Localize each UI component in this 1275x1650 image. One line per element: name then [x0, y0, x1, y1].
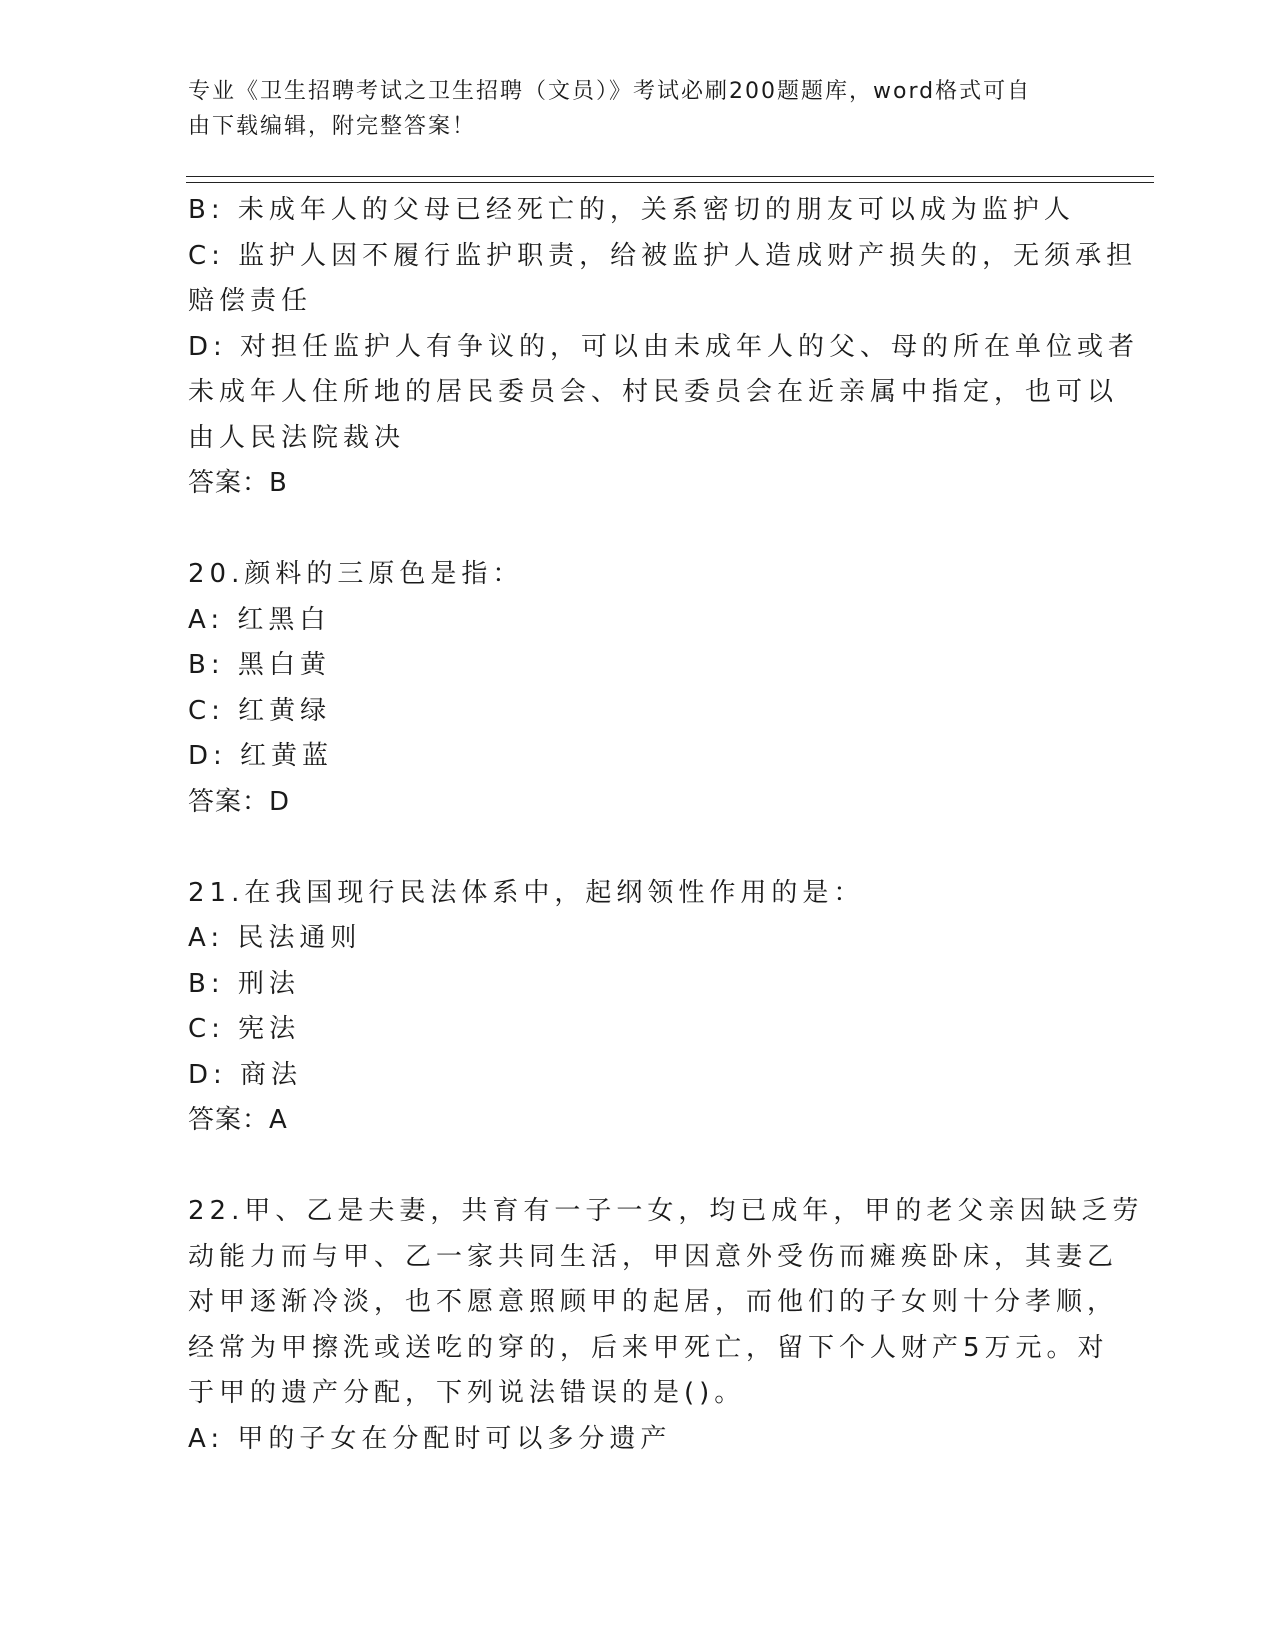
header-line-2: 由下载编辑，附完整答案！ — [188, 114, 477, 139]
page-header — [188, 74, 1068, 144]
question-21 — [188, 871, 1088, 1144]
question-19-continued — [188, 188, 1140, 507]
question-stem-continued: 动能力而与甲、乙一家共同生活，甲因意外受伤而瘫痪卧床，其妻乙 — [188, 1241, 1119, 1272]
header-divider-bottom — [186, 182, 1154, 183]
option-c: C: 红黄绿 — [188, 695, 332, 726]
option-a: A: 甲的子女在分配时可以多分遗产 — [188, 1423, 672, 1454]
option-d: D: 红黄蓝 — [188, 741, 334, 771]
question-20 — [188, 552, 1088, 825]
option-d-continued: 未成年人住所地的居民委员会、村民委员会在近亲属中指定，也可以 — [188, 377, 1119, 407]
option-b: B: 未成年人的父母已经死亡的，关系密切的朋友可以成为监护人 — [188, 195, 1075, 225]
answer: 答案：B — [188, 468, 288, 498]
answer: 答案：A — [188, 1105, 288, 1135]
question-stem: 22.甲、乙是夫妻，共育有一子一女，均已成年，甲的老父亲因缺乏劳 — [188, 1196, 1144, 1226]
option-b: B: 刑法 — [188, 968, 300, 999]
option-d-continued: 由人民法院裁决 — [188, 422, 406, 453]
question-22 — [188, 1189, 1144, 1462]
option-c: C: 监护人因不履行监护职责，给被监护人造成财产损失的，无须承担 — [188, 240, 1138, 271]
question-stem-continued: 于甲的遗产分配，下列说法错误的是()。 — [188, 1378, 746, 1408]
answer: 答案：D — [188, 786, 291, 817]
option-c: C: 宪法 — [188, 1014, 301, 1044]
question-stem-continued: 经常为甲擦洗或送吃的穿的，后来甲死亡，留下个人财产5万元。对 — [188, 1332, 1109, 1363]
option-a: A: 红黑白 — [188, 604, 331, 635]
option-b: B: 黑白黄 — [188, 650, 331, 680]
option-c-continued: 赔偿责任 — [188, 286, 313, 316]
option-d: D: 对担任监护人有争议的，可以由未成年人的父、母的所在单位或者 — [188, 331, 1140, 362]
question-stem-continued: 对甲逐渐冷淡，也不愿意照顾甲的起居，而他们的子女则十分孝顺， — [188, 1287, 1119, 1317]
option-a: A: 民法通则 — [188, 923, 362, 953]
question-stem: 20.颜料的三原色是指： — [188, 559, 524, 589]
header-divider-top — [186, 176, 1154, 177]
header-line-1: 专业《卫生招聘考试之卫生招聘（文员）》考试必刷200题题库，word格式可自 — [188, 79, 1032, 104]
question-stem: 21.在我国现行民法体系中，起纲领性作用的是： — [188, 877, 865, 908]
option-d: D: 商法 — [188, 1059, 303, 1090]
question-content — [188, 188, 1144, 1462]
